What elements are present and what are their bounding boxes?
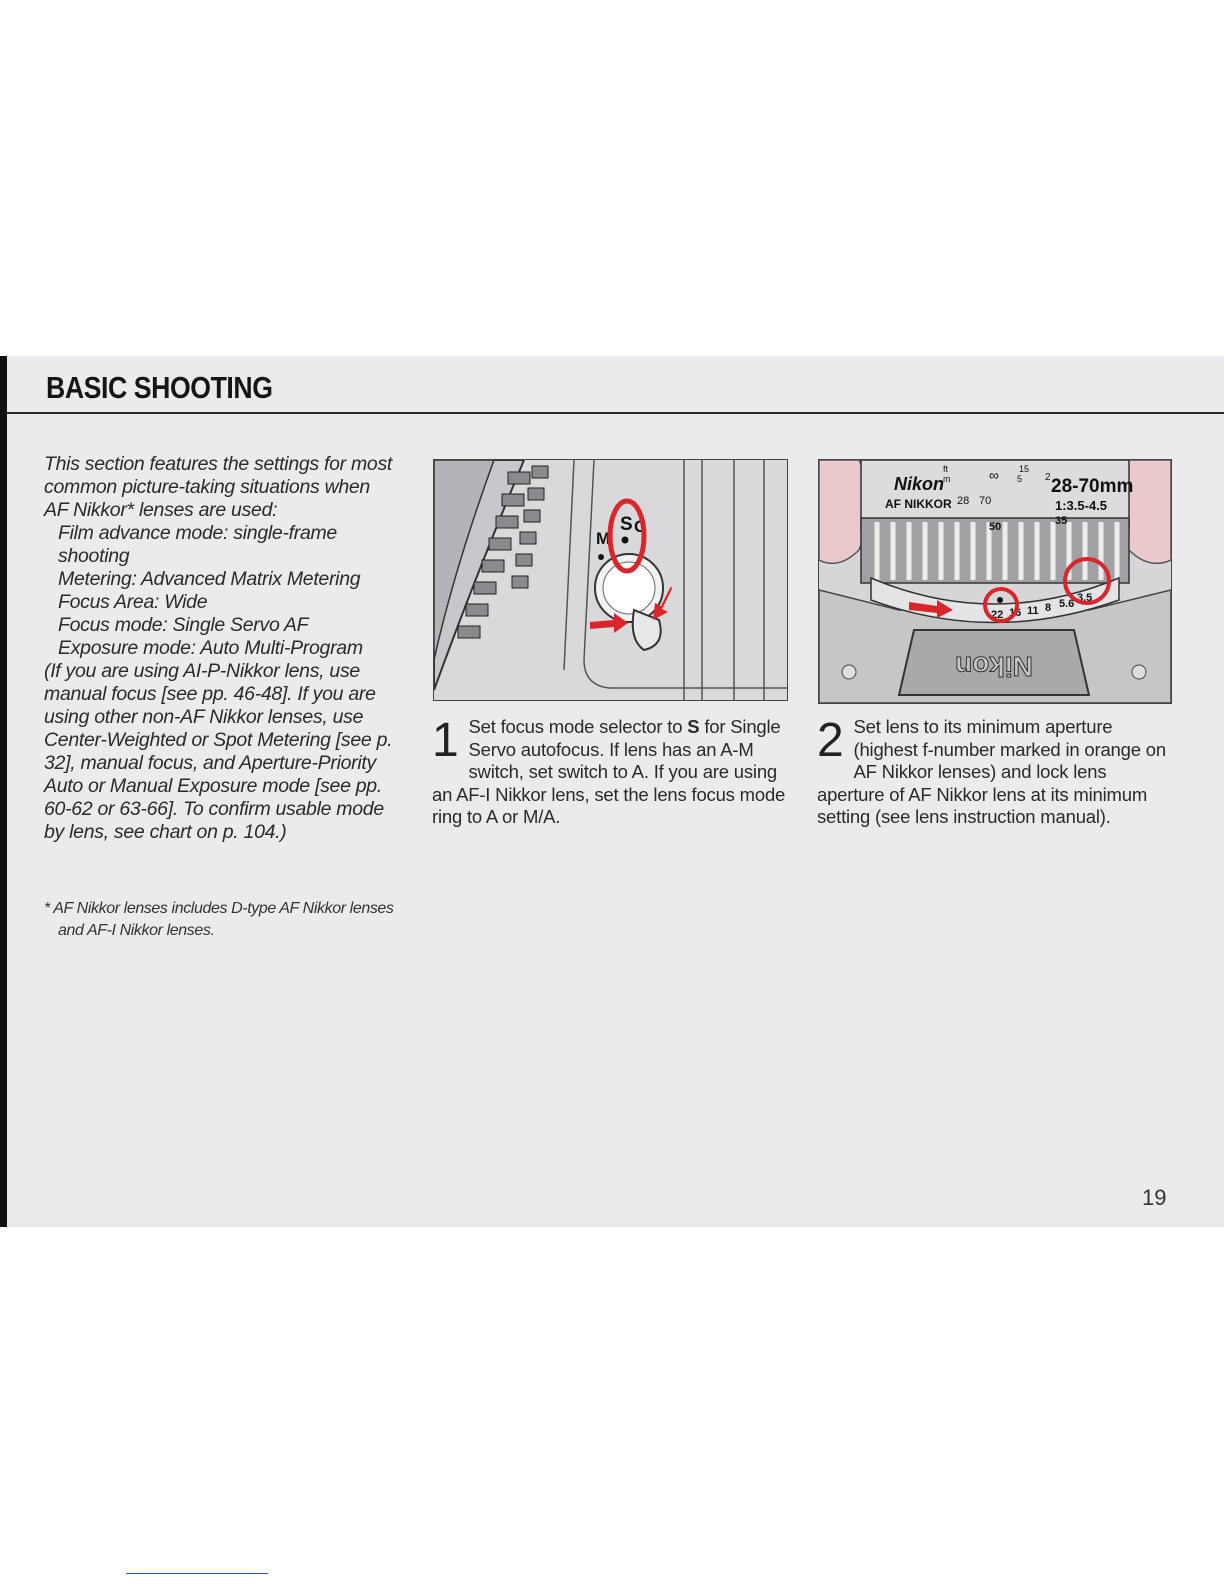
page-number: 19 (1142, 1185, 1167, 1210)
intro-paragraph: This section features the settings for most common picture-taking situations when AF Nikkor* lenses are used: (44, 453, 393, 521)
step-number: 1 (432, 714, 459, 767)
fnumber-8: 8 (1045, 602, 1052, 614)
distance-5: 5 (1017, 474, 1023, 484)
intro-note: (If you are using AI-P-Nikkor lens, use manual focus [see pp. 46-48]. If you are using other non-AF Nikkor lenses, use Center-Weighted or Spot Metering [see p. 32], manual focus, and Aperture-Priority Auto or Manual Exposure mode [see pp. 60-62 or 63-66]. To confirm usable mode by lens, see chart on p. 104.) (44, 660, 393, 843)
lens-drawing (819, 460, 1171, 703)
fnumber-16: 16 (1009, 607, 1022, 619)
fnumber-5-6: 5.6 (1059, 598, 1075, 610)
page-title: BASIC SHOOTING (46, 370, 273, 405)
lens-brand: Nikon (894, 474, 945, 494)
focus-mode-selector-illustration (433, 459, 788, 701)
lens-model: AF NIKKOR (885, 497, 952, 511)
distance-2: 2 (1045, 472, 1051, 483)
footnote (44, 898, 404, 942)
focus-selector-drawing (434, 460, 787, 700)
selector-label-m: M (596, 529, 611, 548)
step-text-bold: S (687, 716, 700, 737)
title-rule (7, 412, 1224, 414)
intro-text (44, 453, 394, 844)
lens-aperture-illustration (818, 459, 1172, 704)
zoom-mark-50: 50 (989, 521, 1002, 533)
setting-focus-area: Focus Area: Wide (58, 591, 208, 613)
underline-decoration (126, 1573, 268, 1574)
footnote-line-1: * AF Nikkor lenses includes D-type AF Nikkor lenses (44, 900, 394, 917)
footnote-line-2: and AF-I Nikkor lenses. (58, 922, 215, 939)
zoom-mark-35: 35 (1055, 515, 1068, 527)
setting-metering: Metering: Advanced Matrix Metering (58, 568, 361, 590)
distance-15: 15 (1019, 464, 1030, 474)
selector-label-s: S (620, 514, 633, 535)
page-binding-edge (0, 356, 7, 1227)
setting-exposure-mode: Exposure mode: Auto Multi-Program (58, 637, 363, 659)
zoom-mark-70: 70 (979, 495, 992, 507)
lens-focal-length: 28-70mm (1051, 476, 1134, 497)
step-number: 2 (817, 714, 844, 767)
distance-unit-m: m (943, 474, 951, 484)
setting-film-advance: Film advance mode: single-frame shooting (58, 522, 337, 567)
step-1 (432, 716, 792, 829)
fnumber-11: 11 (1027, 605, 1039, 617)
setting-focus-mode: Focus mode: Single Servo AF (58, 614, 309, 636)
step-text-end: for Single Servo autofocus. If lens has an A-M switch, set switch to A. If you are using an AF-I Nikkor lens, set the lens focus mode ring to A or M/A. (432, 716, 786, 827)
step-2 (817, 716, 1177, 829)
lens-max-aperture: 1:3.5-4.5 (1055, 498, 1108, 513)
fnumber-22: 22 (991, 609, 1004, 621)
distance-unit-ft: ft (943, 464, 949, 474)
zoom-mark-28: 28 (957, 495, 970, 507)
step-text: Set lens to its minimum aperture (highest f-number marked in orange on AF Nikkor lenses) and lock lens aperture of AF Nikkor lens at its minimum setting (see lens instruction manual). (817, 716, 1166, 827)
selector-label-c: C (634, 517, 647, 536)
body-nikon-logo: Nikon (955, 651, 1033, 682)
distance-infinity: ∞ (989, 467, 999, 483)
step-text-start: Set focus mode selector to (468, 716, 688, 737)
fnumber-3-5: 3.5 (1077, 592, 1093, 604)
